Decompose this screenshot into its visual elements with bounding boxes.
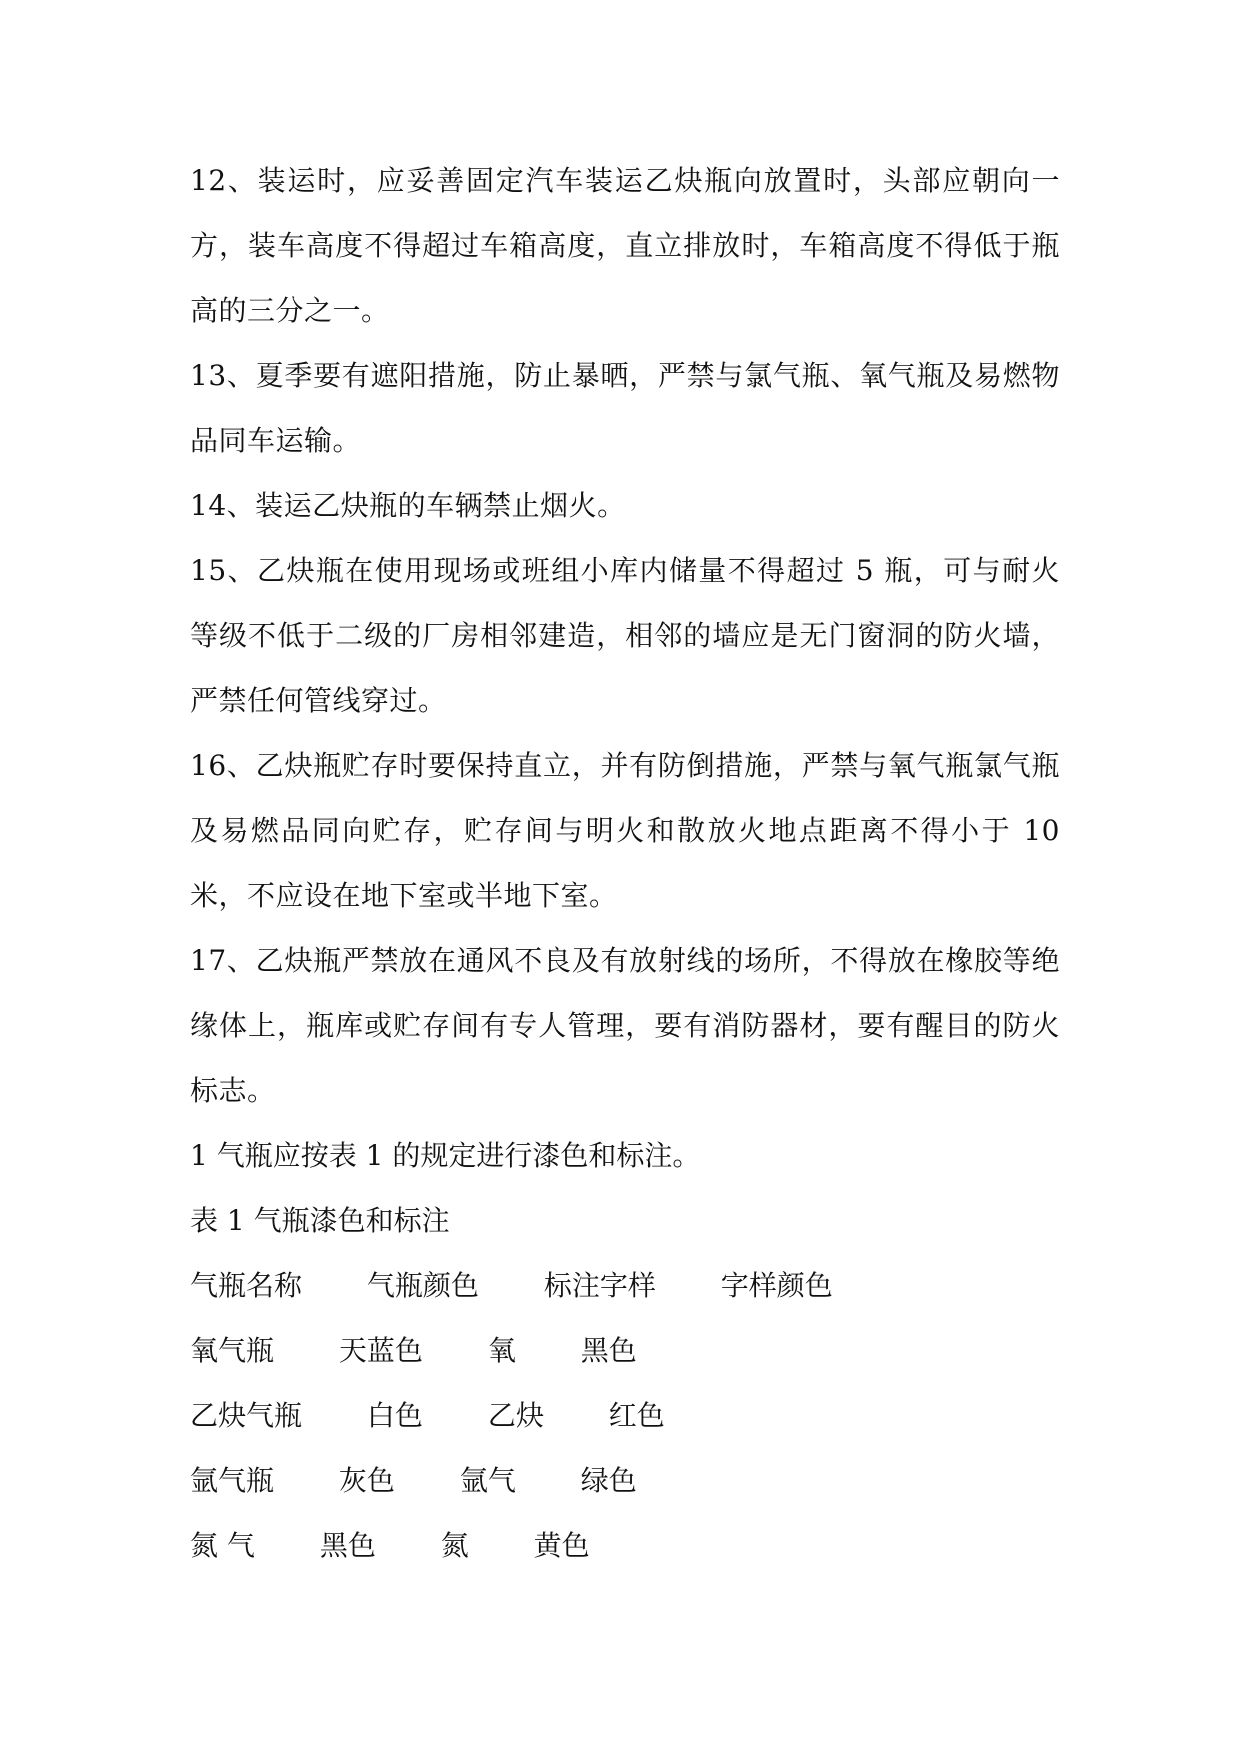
- table-row: [190, 1383, 1060, 1448]
- table-cell: 氩气瓶: [190, 1464, 275, 1497]
- table-cell: 黑色: [580, 1334, 637, 1367]
- table-cell: 天蓝色: [338, 1334, 423, 1367]
- table-cell: 黄色: [533, 1529, 590, 1562]
- header-cell: 气瓶颜色: [366, 1269, 479, 1302]
- table-cell: 灰色: [338, 1464, 395, 1497]
- table-row: [190, 1513, 1060, 1578]
- table-cell: 乙炔: [487, 1399, 544, 1432]
- note-line: 1 气瓶应按表 1 的规定进行漆色和标注。: [190, 1139, 701, 1172]
- table-cell: 氮 气: [190, 1529, 255, 1562]
- header-cell: 字样颜色: [720, 1269, 833, 1302]
- table-row: [190, 1448, 1060, 1513]
- cylinder-color-table: [190, 1253, 1060, 1578]
- table-cell: 黑色: [319, 1529, 376, 1562]
- table-cell: 红色: [608, 1399, 665, 1432]
- table-row: [190, 1318, 1060, 1383]
- table-cell: 乙炔气瓶: [190, 1399, 303, 1432]
- paragraph-12: 12、装运时，应妥善固定汽车装运乙炔瓶向放置时，头部应朝向一方，装车高度不得超过车箱高度，直立排放时，车箱高度不得低于瓶高的三分之一。: [190, 164, 1060, 327]
- table-cell: 绿色: [580, 1464, 637, 1497]
- table-title: 表 1 气瓶漆色和标注: [190, 1204, 450, 1237]
- header-cell: 标注字样: [543, 1269, 656, 1302]
- paragraph-15: 15、乙炔瓶在使用现场或班组小库内储量不得超过 5 瓶，可与耐火等级不低于二级的厂房相邻建造，相邻的墙应是无门窗洞的防火墙，严禁任何管线穿过。: [190, 554, 1060, 717]
- table-cell: 氩气: [459, 1464, 516, 1497]
- paragraph-16: 16、乙炔瓶贮存时要保持直立，并有防倒措施，严禁与氧气瓶氯气瓶及易燃品同向贮存，贮存间与明火和散放火地点距离不得小于 10 米，不应设在地下室或半地下室。: [190, 749, 1060, 912]
- table-cell: 氧: [487, 1334, 516, 1367]
- table-cell: 白色: [366, 1399, 423, 1432]
- paragraph-14: 14、装运乙炔瓶的车辆禁止烟火。: [190, 489, 626, 522]
- paragraph-13: 13、夏季要有遮阳措施，防止暴晒，严禁与氯气瓶、氧气瓶及易燃物品同车运输。: [190, 359, 1060, 457]
- document-body: [190, 148, 1060, 1578]
- table-header-row: [190, 1253, 1060, 1318]
- table-cell: 氮: [440, 1529, 469, 1562]
- table-cell: 氧气瓶: [190, 1334, 275, 1367]
- paragraph-17: 17、乙炔瓶严禁放在通风不良及有放射线的场所，不得放在橡胶等绝缘体上，瓶库或贮存间有专人管理，要有消防器材，要有醒目的防火标志。: [190, 944, 1060, 1107]
- header-cell: 气瓶名称: [190, 1269, 303, 1302]
